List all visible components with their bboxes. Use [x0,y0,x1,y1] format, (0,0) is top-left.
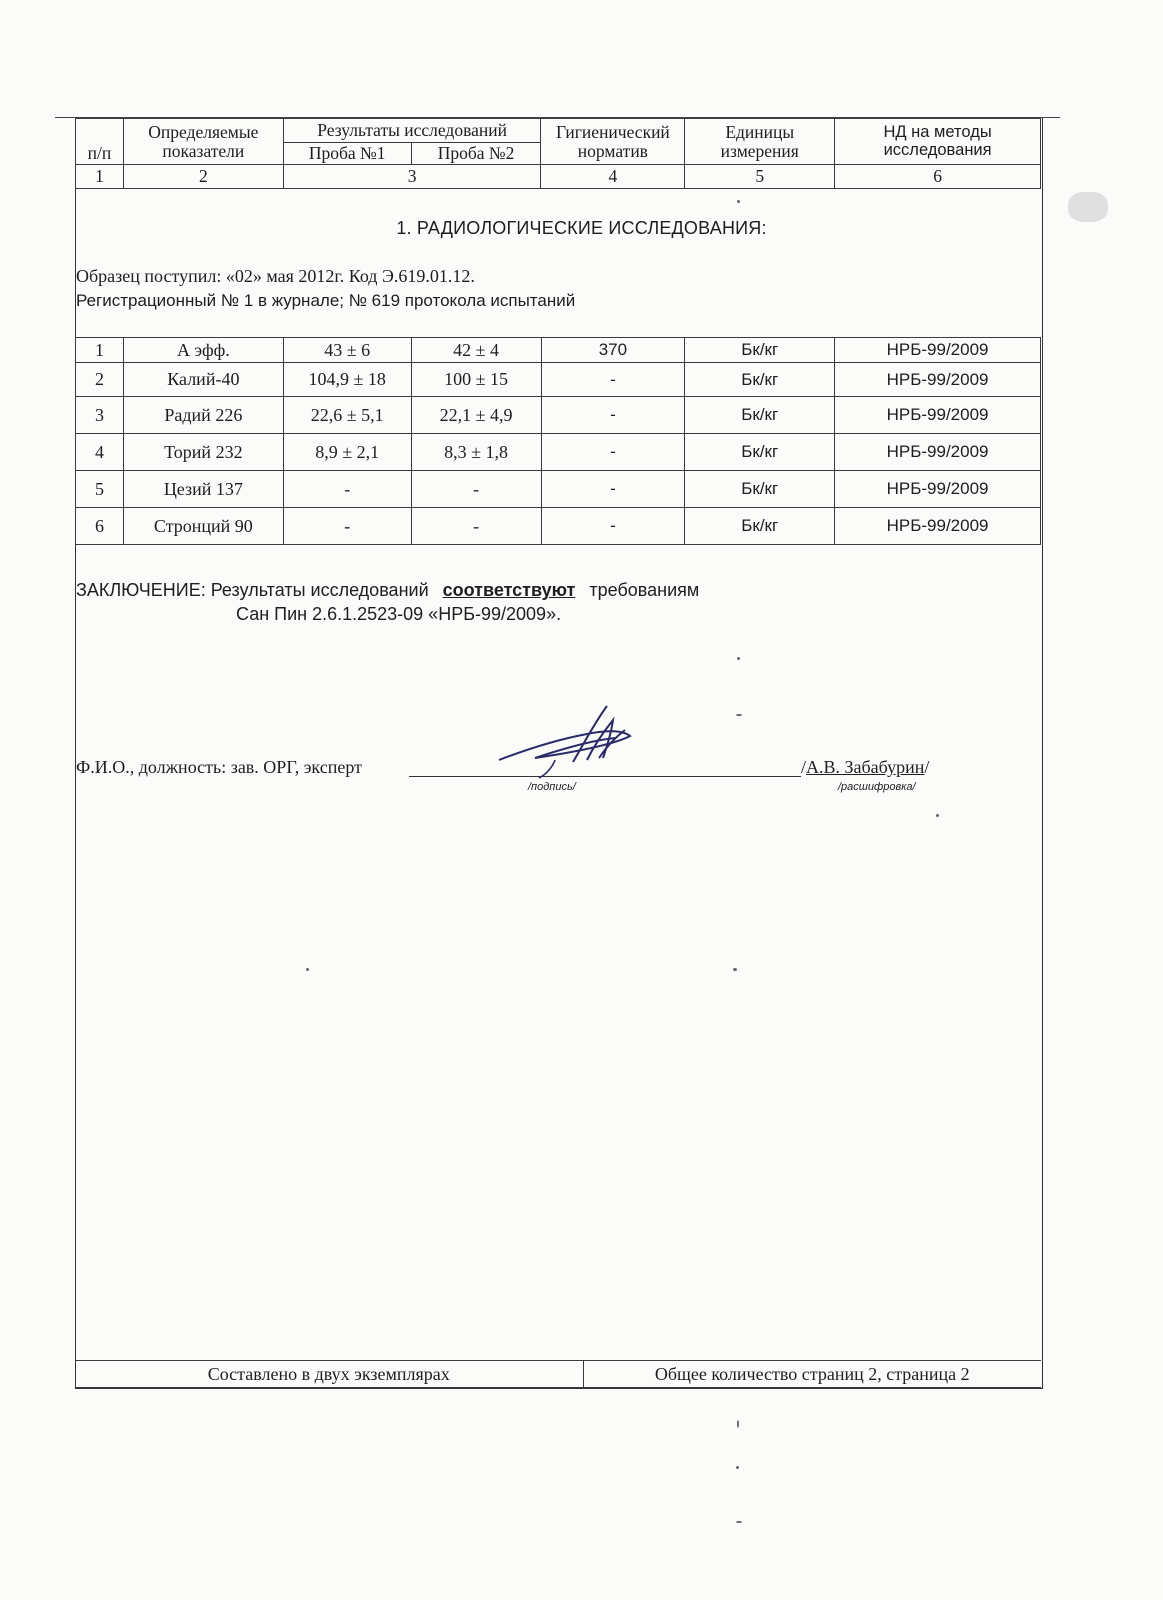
row-number: 1 [76,338,124,363]
scan-speck [736,714,742,716]
signature-name: /А.В. Забабурин/ [801,757,930,777]
col-results-header: Результаты исследований [283,119,541,143]
row-unit: Бк/кг [685,508,835,545]
signature-role: Ф.И.О., должность: зав. ОРГ, эксперт [76,757,362,777]
table-row [76,471,1041,508]
scan-smudge [1068,192,1108,222]
row-sample1: 22,6 ± 5,1 [283,397,411,434]
table-row [76,397,1041,434]
col-indicators-header: Определяемые показатели [123,119,283,165]
footer-copies: Составлено в двух экземплярах [75,1361,583,1388]
row-indicator: Радий 226 [123,397,283,434]
scan-speck [936,814,939,817]
conclusion-standard: Сан Пин 2.6.1.2523-09 «НРБ-99/2009». [236,604,562,624]
row-indicator: Калий-40 [123,363,283,397]
row-indicator: А эфф. [123,338,283,363]
row-sample2: - [411,508,541,545]
row-sample1: 104,9 ± 18 [283,363,411,397]
col-number-5: 5 [685,165,835,189]
results-header-table [75,118,1041,189]
col-sample2-header: Проба №2 [411,143,541,165]
col-number-6: 6 [835,165,1041,189]
row-norm: - [541,397,685,434]
sample-received-line: Образец поступил: «02» мая 2012г. Код Э.619.01.12. [76,266,475,286]
col-units-header: Единицы измерения [685,119,835,165]
row-number: 3 [76,397,124,434]
scan-speck [733,968,737,971]
scan-speck [306,968,309,971]
col-methods-header: НД на методы исследования [835,119,1041,165]
row-norm: - [541,363,685,397]
row-method: НРБ-99/2009 [835,397,1041,434]
conclusion-line [76,580,699,601]
row-number: 4 [76,434,124,471]
row-sample1: - [283,471,411,508]
col-number-4: 4 [541,165,685,189]
row-method: НРБ-99/2009 [835,471,1041,508]
row-norm: 370 [541,338,685,363]
row-sample2: 42 ± 4 [411,338,541,363]
row-unit: Бк/кг [685,434,835,471]
row-unit: Бк/кг [685,471,835,508]
table-row [76,338,1041,363]
signature-caption: /подпись/ [528,781,576,793]
conclusion-rest: требованиям [589,580,700,600]
registration-line: Регистрационный № 1 в журнале; № 619 протокола испытаний [76,291,576,310]
row-indicator: Цезий 137 [123,471,283,508]
signature-icon [495,700,640,780]
footer-pages: Общее количество страниц 2, страница 2 [583,1361,1041,1388]
scan-speck [737,1420,739,1428]
row-norm: - [541,471,685,508]
conclusion-label: ЗАКЛЮЧЕНИЕ: Результаты исследований [76,580,429,600]
col-num-header: п/п [76,119,124,165]
row-sample1: 8,9 ± 2,1 [283,434,411,471]
scan-speck [737,657,740,660]
scan-speck [736,1466,739,1469]
row-unit: Бк/кг [685,397,835,434]
col-number-1: 1 [76,165,124,189]
decode-caption: /расшифровка/ [838,781,916,793]
row-norm: - [541,508,685,545]
table-row [76,508,1041,545]
row-unit: Бк/кг [685,338,835,363]
section-title: 1. РАДИОЛОГИЧЕСКИЕ ИССЛЕДОВАНИЯ: [396,218,767,238]
row-sample2: 8,3 ± 1,8 [411,434,541,471]
table-row [76,434,1041,471]
scan-speck [737,200,740,203]
col-number-3: 3 [283,165,541,189]
col-number-2: 2 [123,165,283,189]
conclusion-emphasis: соответствуют [442,580,576,600]
scan-speck [736,1521,742,1523]
row-method: НРБ-99/2009 [835,508,1041,545]
row-norm: - [541,434,685,471]
row-indicator: Стронций 90 [123,508,283,545]
row-indicator: Торий 232 [123,434,283,471]
row-unit: Бк/кг [685,363,835,397]
row-sample2: 100 ± 15 [411,363,541,397]
row-method: НРБ-99/2009 [835,363,1041,397]
row-sample1: - [283,508,411,545]
row-sample1: 43 ± 6 [283,338,411,363]
row-method: НРБ-99/2009 [835,434,1041,471]
col-norm-header: Гигиенический норматив [541,119,685,165]
row-method: НРБ-99/2009 [835,338,1041,363]
table-row [76,363,1041,397]
footer-table [75,1360,1041,1388]
row-sample2: 22,1 ± 4,9 [411,397,541,434]
row-number: 5 [76,471,124,508]
row-number: 2 [76,363,124,397]
col-sample1-header: Проба №1 [283,143,411,165]
row-number: 6 [76,508,124,545]
results-table [75,337,1041,545]
row-sample2: - [411,471,541,508]
